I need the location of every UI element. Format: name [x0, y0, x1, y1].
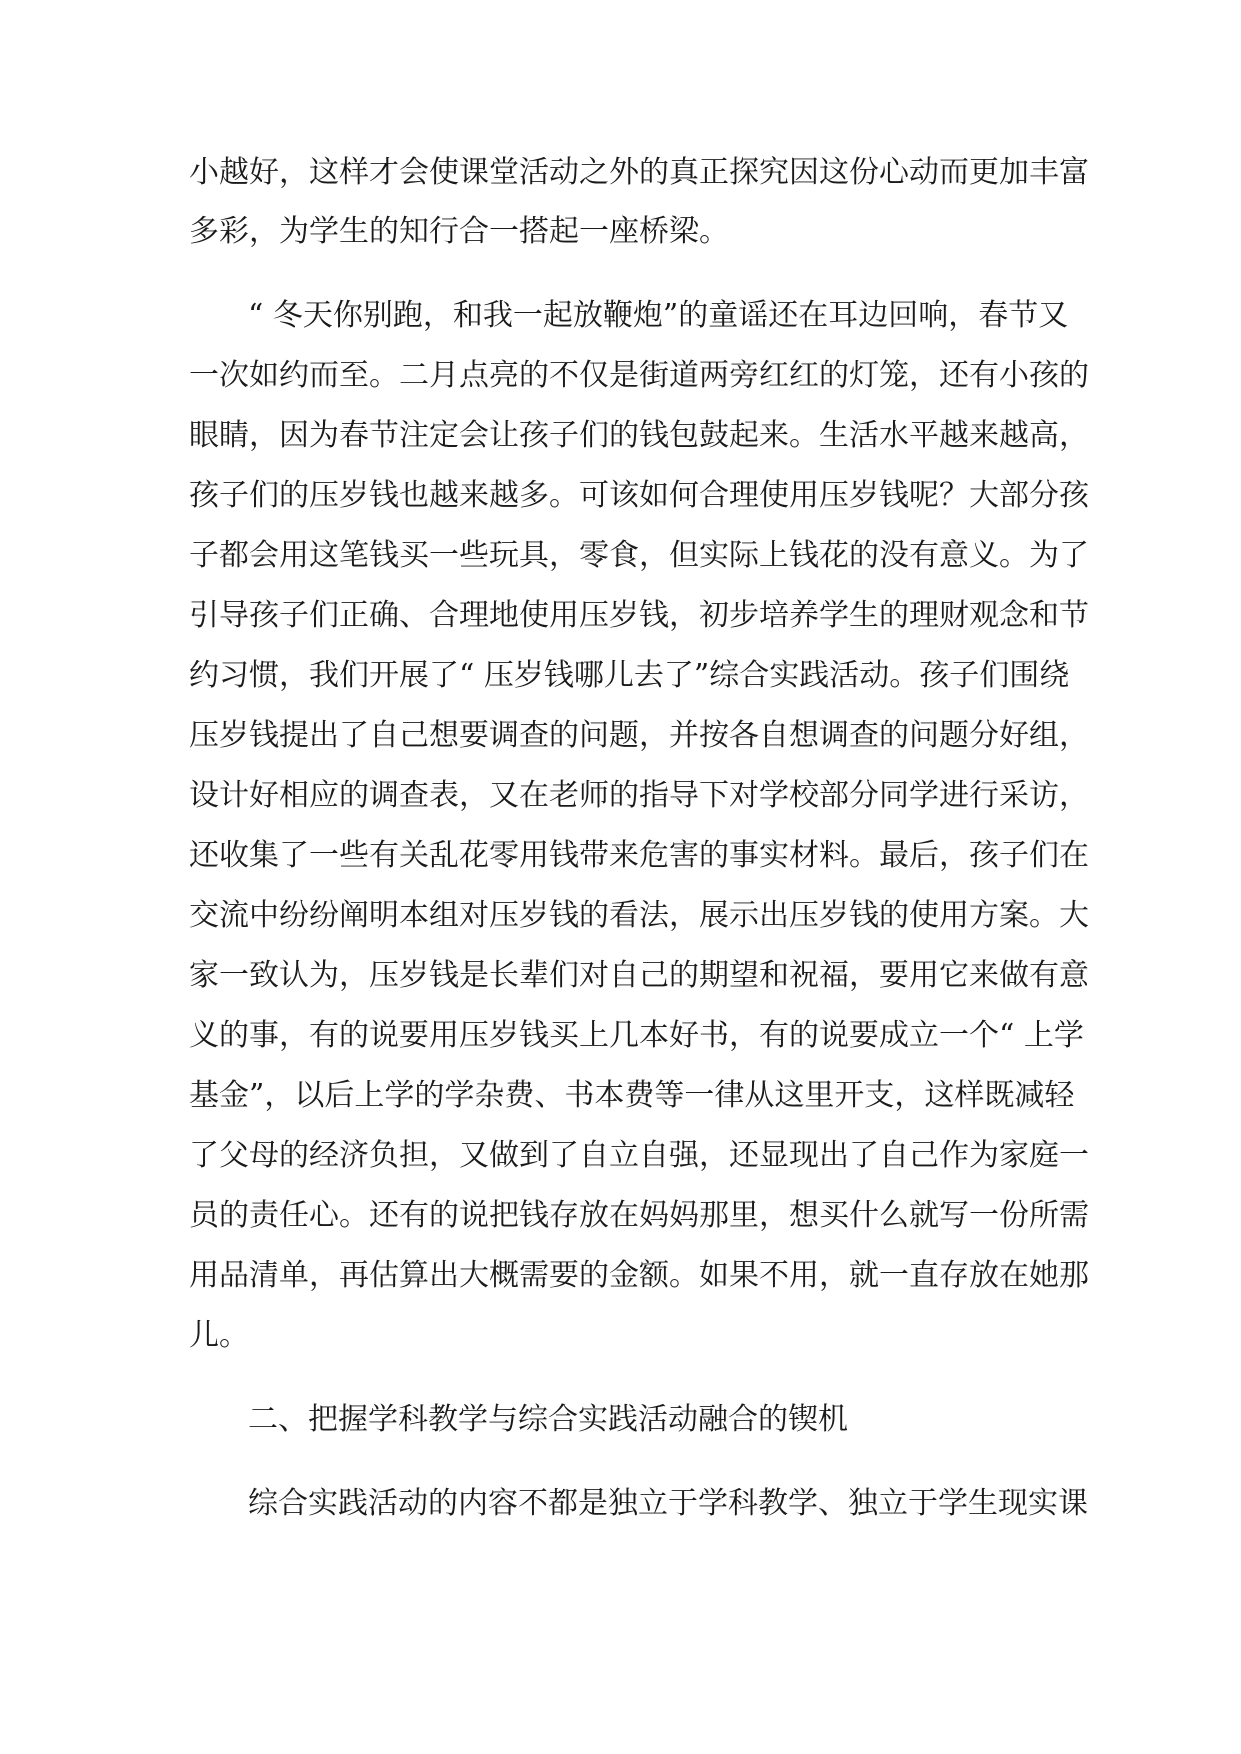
text-line: 约习惯，我们开展了“ 压岁钱哪儿去了”综合实践活动。孩子们围绕	[189, 658, 1070, 693]
text-line: 眼睛，因为春节注定会让孩子们的钱包鼓起来。生活水平越来越高，	[189, 418, 1089, 453]
text-line: 综合实践活动的内容不都是独立于学科教学、独立于学生现实课	[248, 1486, 1088, 1521]
text-line: 基金”，以后上学的学杂费、书本费等一律从这里开支，这样既减轻	[189, 1078, 1075, 1113]
text-line: 孩子们的压岁钱也越来越多。可该如何合理使用压岁钱呢？大部分孩	[189, 478, 1089, 513]
text-line: 子都会用这笔钱买一些玩具，零食，但实际上钱花的没有意义。为了	[189, 538, 1089, 573]
text-line: 小越好，这样才会使课堂活动之外的真正探究因这份心动而更加丰富	[189, 155, 1089, 190]
text-line: 设计好相应的调查表，又在老师的指导下对学校部分同学进行采访，	[189, 778, 1089, 813]
text-line: 还收集了一些有关乱花零用钱带来危害的事实材料。最后，孩子们在	[189, 838, 1089, 873]
text-line: 交流中纷纷阐明本组对压岁钱的看法，展示出压岁钱的使用方案。大	[189, 898, 1089, 933]
text-line: “ 冬天你别跑，和我一起放鞭炮”的童谣还在耳边回响，春节又	[248, 298, 1069, 333]
text-line: 家一致认为，压岁钱是长辈们对自己的期望和祝福，要用它来做有意	[189, 958, 1089, 993]
text-line: 引导孩子们正确、合理地使用压岁钱，初步培养学生的理财观念和节	[189, 598, 1089, 633]
text-line: 多彩，为学生的知行合一搭起一座桥梁。	[189, 214, 729, 249]
section-heading: 二、把握学科教学与综合实践活动融合的锲机	[248, 1402, 848, 1437]
text-line: 儿。	[189, 1318, 249, 1353]
text-line: 义的事，有的说要用压岁钱买上几本好书，有的说要成立一个“ 上学	[189, 1018, 1084, 1053]
text-line: 员的责任心。还有的说把钱存放在妈妈那里，想买什么就写一份所需	[189, 1198, 1089, 1233]
text-line: 一次如约而至。二月点亮的不仅是街道两旁红红的灯笼，还有小孩的	[189, 358, 1089, 393]
text-line: 压岁钱提出了自己想要调查的问题，并按各自想调查的问题分好组，	[189, 718, 1089, 753]
text-line: 用品清单，再估算出大概需要的金额。如果不用，就一直存放在她那	[189, 1258, 1089, 1293]
text-line: 了父母的经济负担，又做到了自立自强，还显现出了自己作为家庭一	[189, 1138, 1089, 1173]
